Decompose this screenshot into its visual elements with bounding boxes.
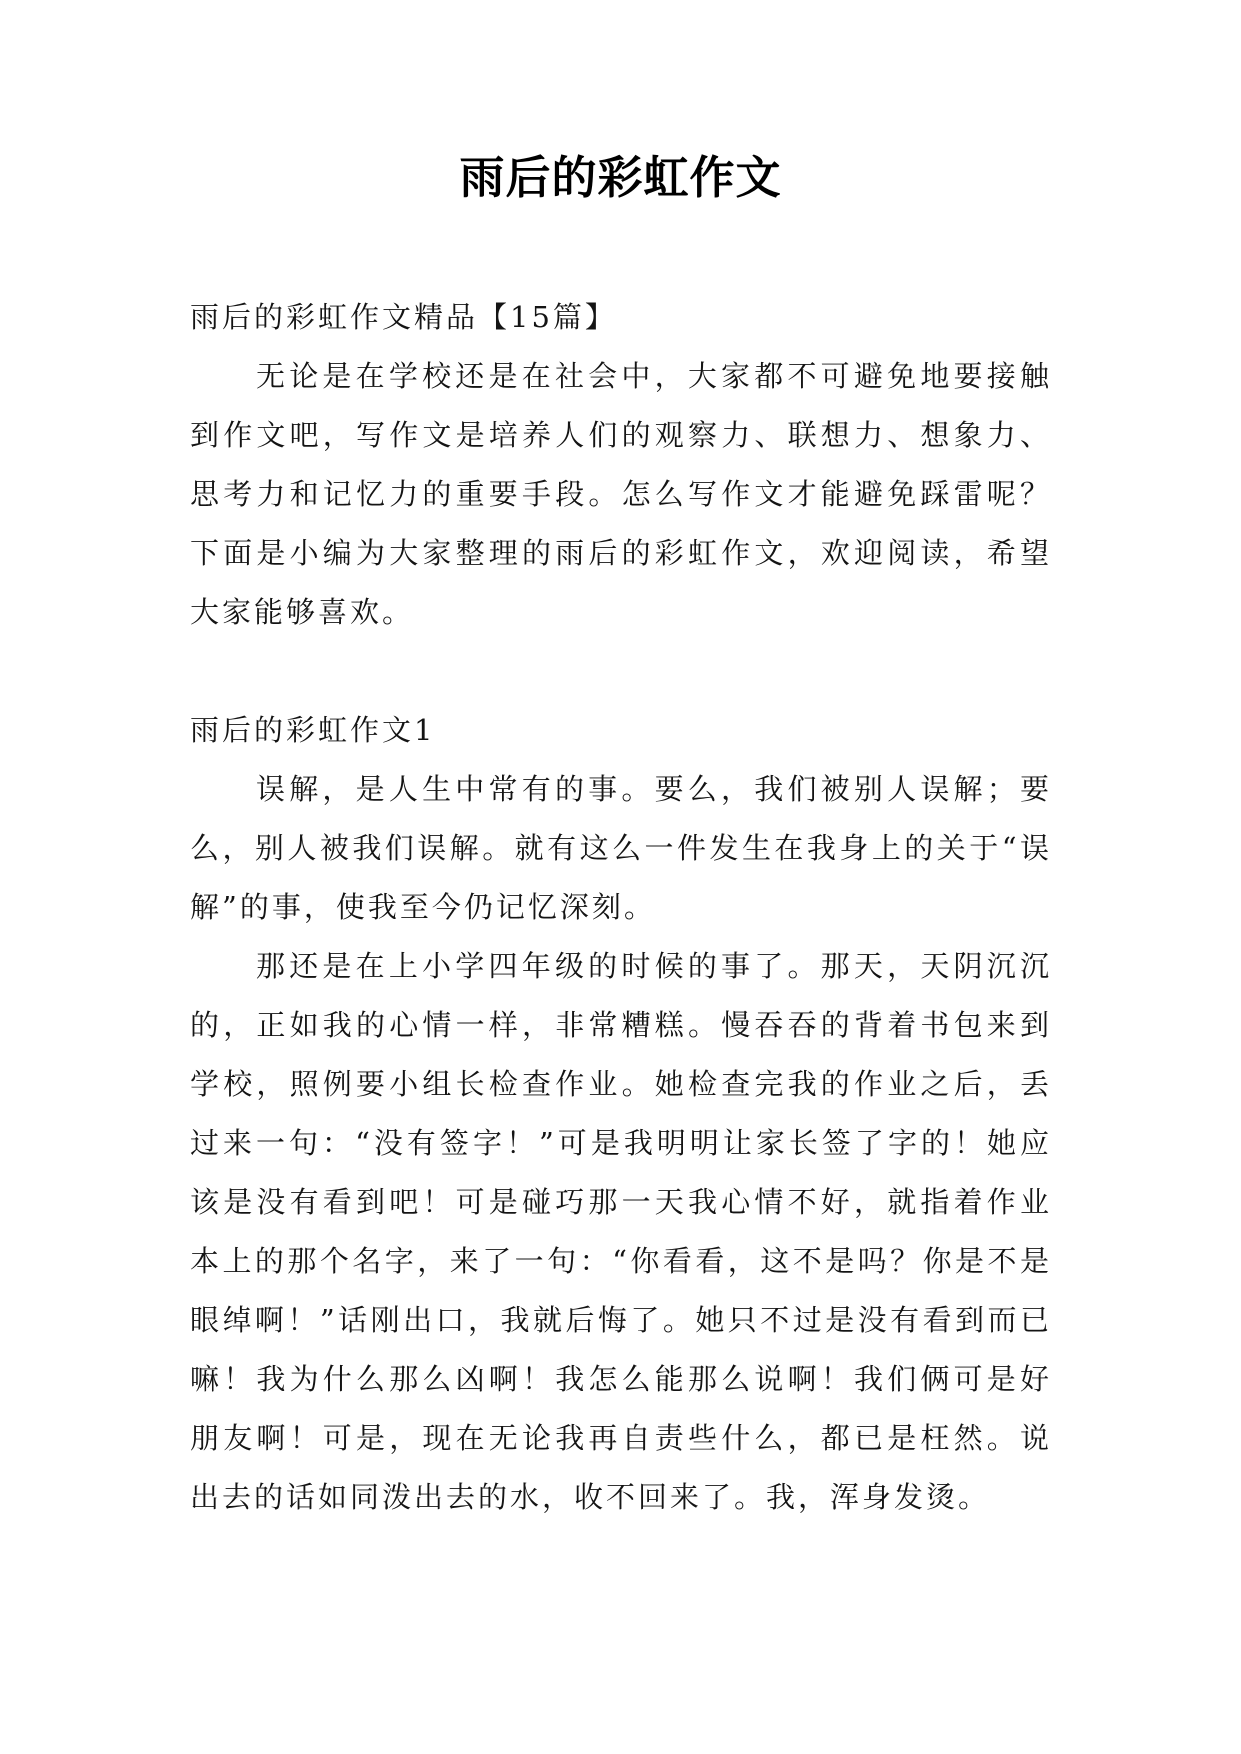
essay-paragraph: 误解，是人生中常有的事。要么，我们被别人误解；要么，别人被我们误解。就有这么一件发生在我身上的关于“误解”的事，使我至今仍记忆深刻。 — [190, 772, 1052, 924]
essay-heading: 雨后的彩虹作文1 — [190, 713, 436, 747]
intro-heading: 雨后的彩虹作文精品【15篇】 — [190, 300, 617, 334]
intro-paragraph: 无论是在学校还是在社会中，大家都不可避免地要接触到作文吧，写作文是培养人们的观察力、联想力、想象力、思考力和记忆力的重要手段。怎么写作文才能避免踩雷呢？下面是小编为大家整理的雨后的彩虹作文，欢迎阅读，希望大家能够喜欢。 — [190, 359, 1052, 629]
section-gap — [190, 642, 1052, 701]
essay-paragraph: 那还是在上小学四年级的时候的事了。那天，天阴沉沉的，正如我的心情一样，非常糟糕。慢吞吞的背着书包来到学校，照例要小组长检查作业。她检查完我的作业之后，丢过来一句：“没有签字！”可是我明明让家长签了字的！她应该是没有看到吧！可是碰巧那一天我心情不好，就指着作业本上的那个名字，来了一句：“你看看，这不是吗？你是不是眼绰啊！”话刚出口，我就后悔了。她只不过是没有看到而已嘛！我为什么那么凶啊！我怎么能那么说啊！我们俩可是好朋友啊！可是，现在无论我再自责些什么，都已是枉然。说出去的话如同泼出去的水，收不回来了。我，浑身发烫。 — [190, 949, 1052, 1514]
document-title: 雨后的彩虹作文 — [459, 151, 782, 204]
document-body — [190, 288, 1052, 1527]
